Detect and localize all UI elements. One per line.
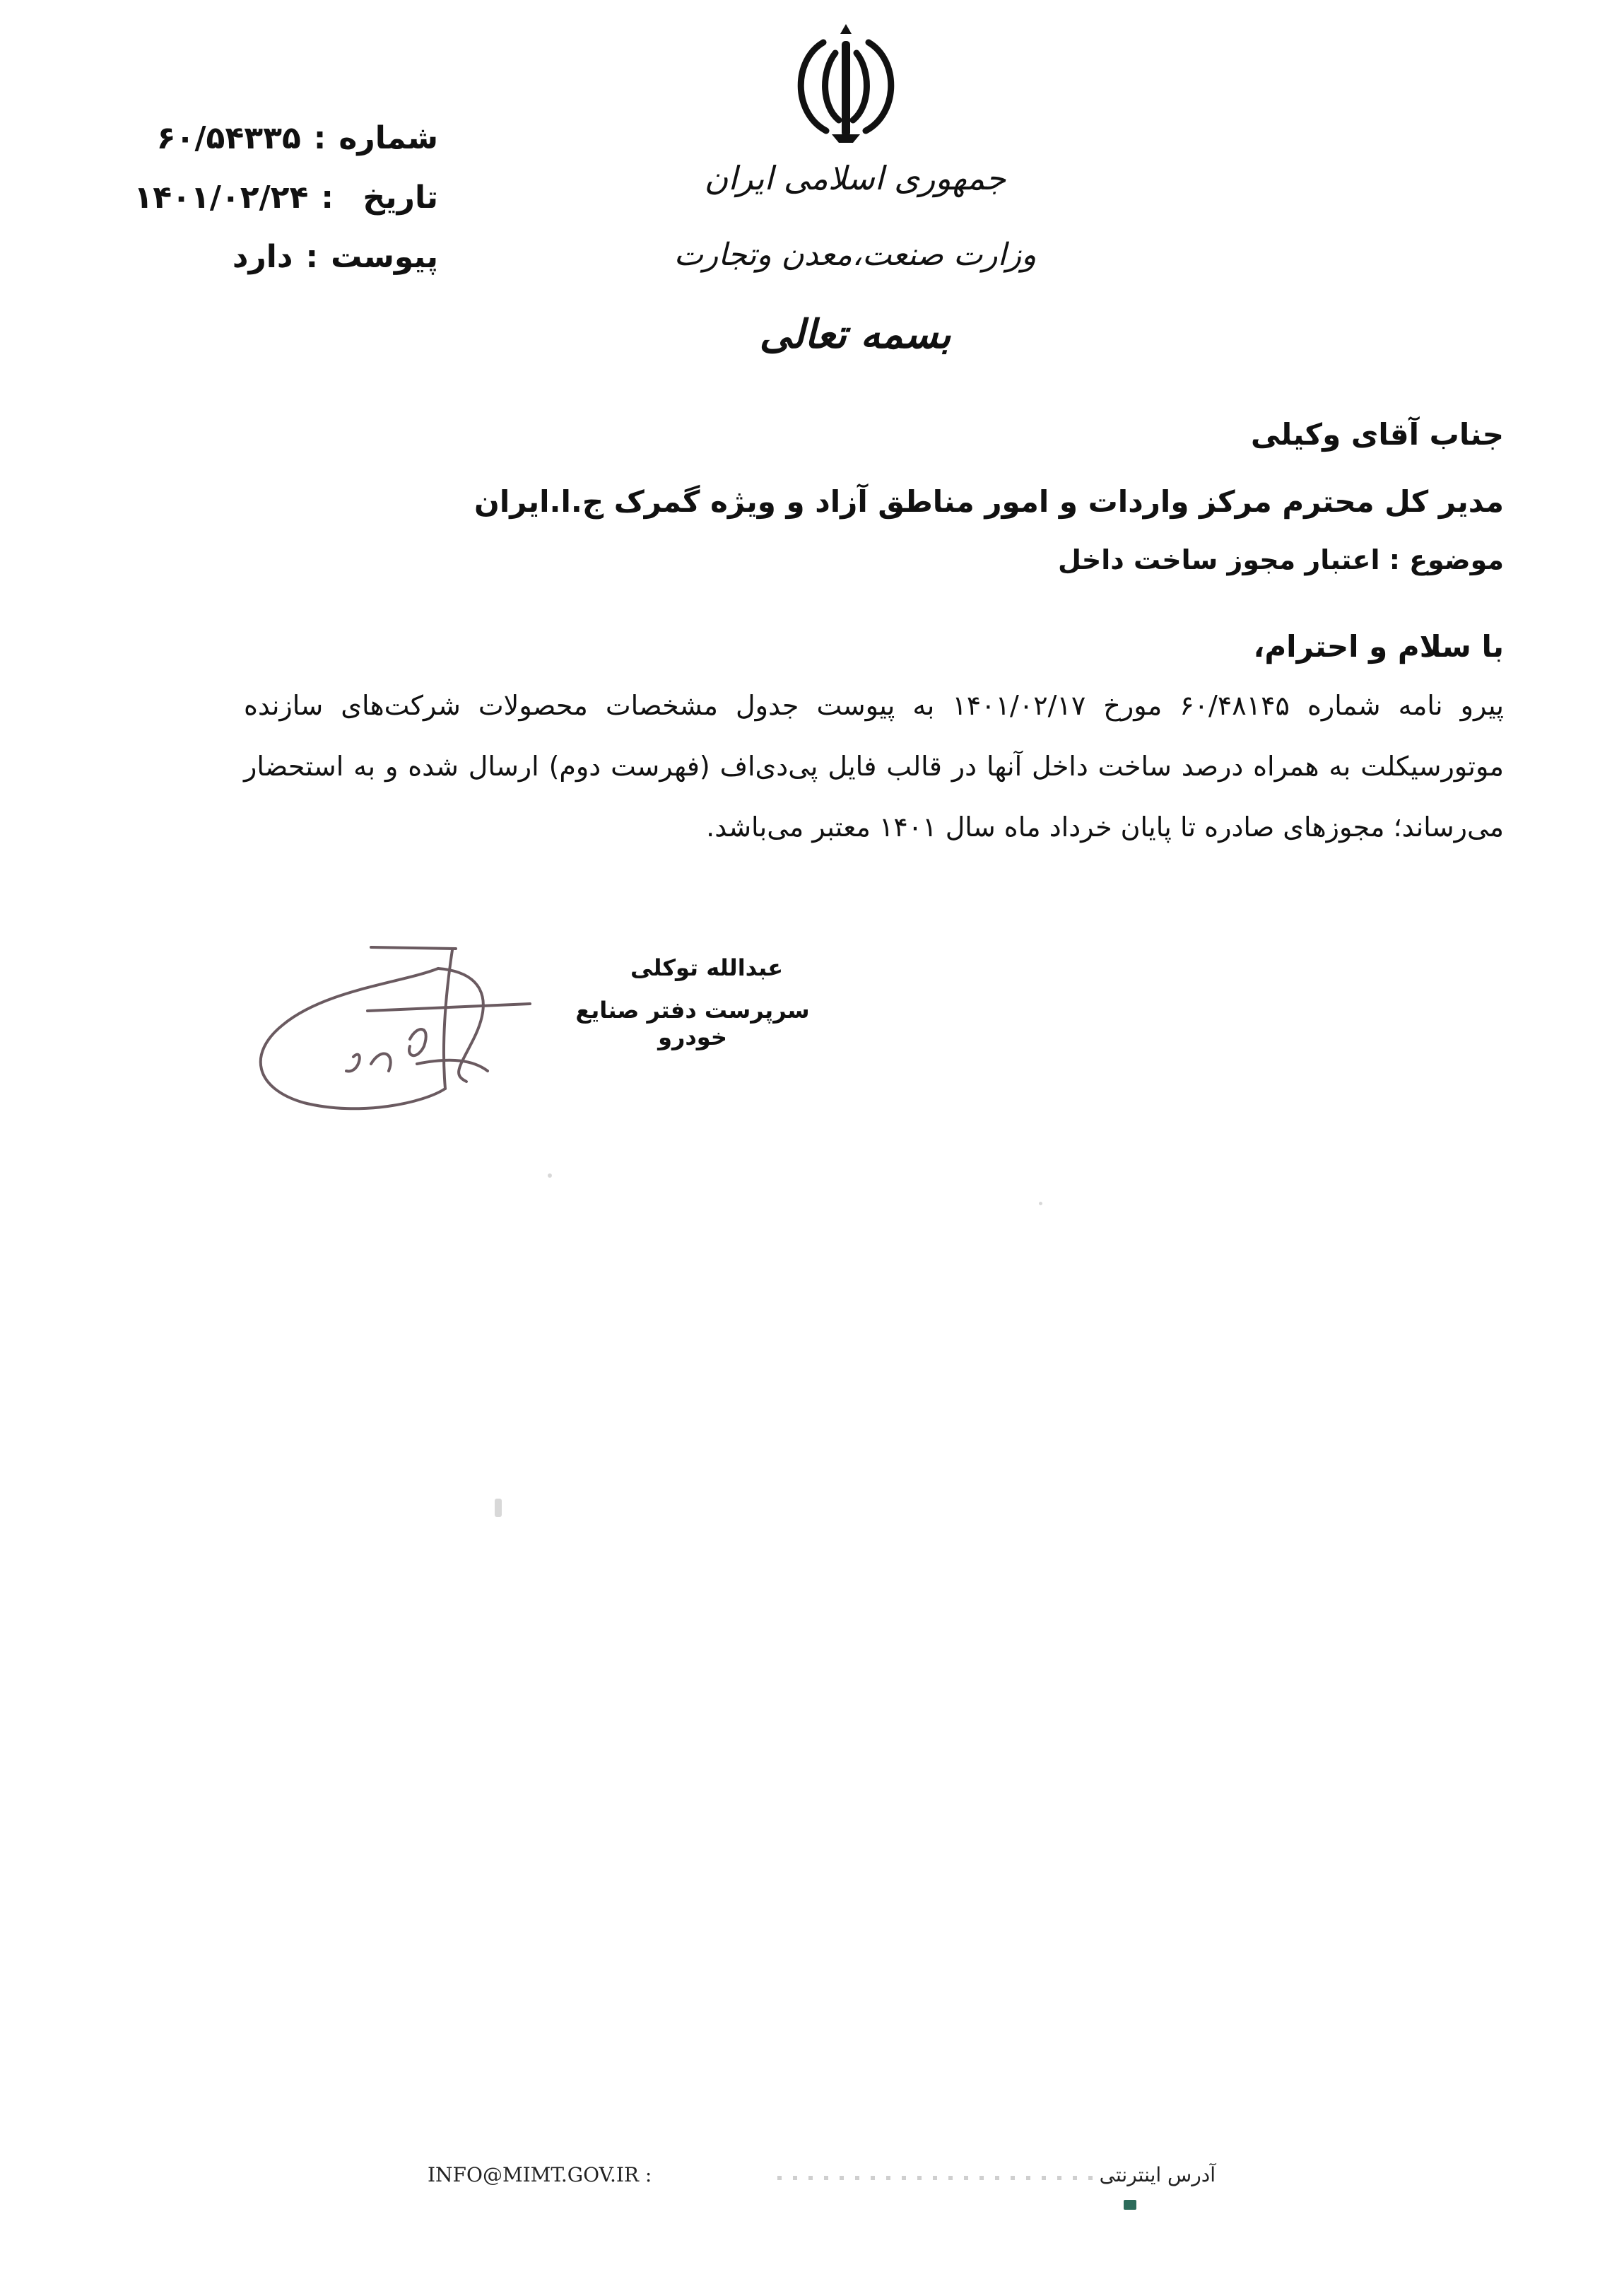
footer-address-label: آدرس اینترنتی xyxy=(1099,2163,1216,2186)
footer xyxy=(417,2163,1223,2198)
addressee: جناب آقای وکیلی xyxy=(1250,417,1504,452)
scan-speck xyxy=(495,1499,502,1517)
reference-number-row xyxy=(106,120,438,180)
scan-speck xyxy=(1039,1202,1042,1205)
letter-body: پیرو نامه شماره ۶۰/۴۸۱۴۵ مورخ ۱۴۰۱/۰۲/۱۷ به پیوست جدول مشخصات محصولات شرکت‌های سازنده موتورسیکلت به همراه درصد ساخت داخل آنها در قالب فایل پی‌دی‌اف (فهرست دوم) ارسال شده و به استحضار می‌رساند؛ مجوزهای صادره تا پایان خرداد ماه سال ۱۴۰۱ معتبر می‌باشد. xyxy=(244,690,1504,843)
reference-separator: : xyxy=(305,239,319,275)
iran-emblem-icon xyxy=(782,21,910,152)
addressee-title: مدیر کل محترم مرکز واردات و امور مناطق آزاد و ویژه گمرک ج.ا.ایران xyxy=(474,484,1504,519)
reference-date-value: ۱۴۰۱/۰۲/۲۴ xyxy=(134,180,309,216)
basmala-heading: بسمه تعالی xyxy=(759,311,951,358)
reference-number-label: شماره xyxy=(339,120,438,156)
reference-attachment-row xyxy=(106,239,438,298)
subject-line: موضوع : اعتبار مجوز ساخت داخل xyxy=(1057,544,1504,575)
reference-separator: : xyxy=(321,180,334,216)
footer-faint-text xyxy=(777,2176,1095,2180)
signer-title: سرپرست دفتر صنایع خودرو xyxy=(575,997,810,1050)
handwritten-signature-icon xyxy=(240,940,572,1159)
reference-block xyxy=(106,120,438,298)
reference-date-label: تاریخ xyxy=(363,180,438,216)
ministry-heading: وزارت صنعت،معدن وتجارت xyxy=(673,237,1037,273)
reference-attachment-value: دارد xyxy=(232,239,293,275)
reference-number-value: ۶۰/۵۴۳۳۵ xyxy=(156,120,301,156)
footer-mark-icon xyxy=(1124,2200,1136,2210)
reference-attachment-label: پیوست xyxy=(331,239,438,275)
scan-speck xyxy=(548,1173,552,1178)
signer-name: عبدالله توکلی xyxy=(630,954,784,981)
reference-date-row xyxy=(106,180,438,239)
footer-email: INFO@MIMT.GOV.IR : xyxy=(428,2163,652,2186)
republic-heading: جمهوری اسلامی ایران xyxy=(704,159,1006,197)
reference-separator: : xyxy=(313,120,326,156)
greeting: با سلام و احترام، xyxy=(1253,629,1504,664)
